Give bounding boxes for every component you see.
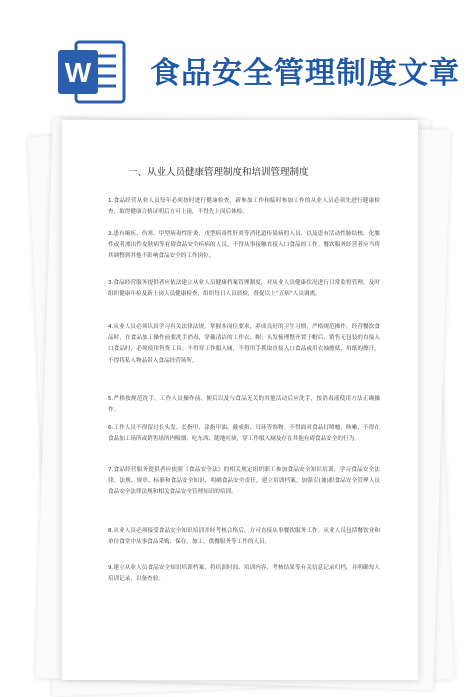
paragraph: 2.患有痢疾、伤寒、甲型病毒性肝炎、戊型病毒性肝炎等消化道传染病的人员，以及患有活动性肺结核、化脓性或者渗出性皮肤病等有碍食品安全疾病的人员，不得从事接触直接入口食品的工作。餐饮服务经营者应当将其调整到其他不影响食品安全的工作岗位。 xyxy=(108,231,380,260)
word-icon xyxy=(54,36,128,108)
paragraph: 7.食品经营服务提供者应依照《食品安全法》的相关规定组织职工参加食品安全知识培训，学习食品安全法律、法规、规章、标准和食品安全知识，明确食品安全责任，建立培训档案。加强专(兼)职食品安全管理人员食品安全法律法规和相关食品安全管理知识的培训。 xyxy=(108,467,380,496)
document-page xyxy=(62,120,418,680)
paragraph: 5.严格按规范洗手，工作人员操作前、便后以及与食品无关的其他活动后应洗手，按消毒液使用方法正确操作。 xyxy=(108,396,380,414)
paragraph: 3.食品经营服务提供者应依法建立从业人员健康档案管理制度，对从业人员健康状况进行日常监督管理，及时组织健康年检及新上岗人员健康检查，组织每日人员晨检，督促以上“五病”人员调离。 xyxy=(108,280,380,298)
paragraph: 4.从业人员必须认真学习有关法律法规，掌握本岗位要求，养成良好的卫生习惯，严格规范操作。经营餐饮食品时，在食品加工操作前要洗手消毒，穿戴清洁的工作衣、帽；头发梳理整齐置于帽后，销售无包装的直接入口食品时，必须使用售货工具；不得穿工作服入厕，不得用手抓取直接入口食品或用衣袖擦拭，用纸的擦汗，不得将私人物品带入食品经营场所。 xyxy=(108,324,380,364)
paragraph: 6.工作人员不得留过长头发、长指甲、涂指甲油、戴戒指、耳环等饰物。不得面对食品打喷嚏、咳嗽，不得在食品加工场所或销售场所内吸烟、吃东西、随地吐痰，穿工作服入厕及存在其他有碍食品安全的行为。 xyxy=(108,425,380,443)
document-heading: 一、从业人员健康管理制度和培训管理制度 xyxy=(128,167,309,178)
paragraph: 1.食品经营从业人员每年必须按时进行健康检查，新参加工作和临时参加工作的从业人员必须先进行健康检查，取得健康合格证明后方可上岗，不得先上岗后体检。 xyxy=(108,198,380,216)
paragraph: 8.从业人员必须接受食品安全知识培训并经考核合格后，方可直接从事餐饮服务工作。从业人员包括餐饮业和单位食堂中从事食品采购、保存、加工、供餐服务等工作的人员。 xyxy=(108,528,380,546)
header-banner xyxy=(0,0,474,120)
logo-letter: W xyxy=(64,57,92,88)
page-title: 食品安全管理制度文章 xyxy=(150,56,460,91)
paragraph: 9.建立从业人员食品安全知识培训档案，将培训时间、培训内容、考核结果等有关信息记录归档，并明确每人培训记录，以备查验。 xyxy=(108,565,380,583)
